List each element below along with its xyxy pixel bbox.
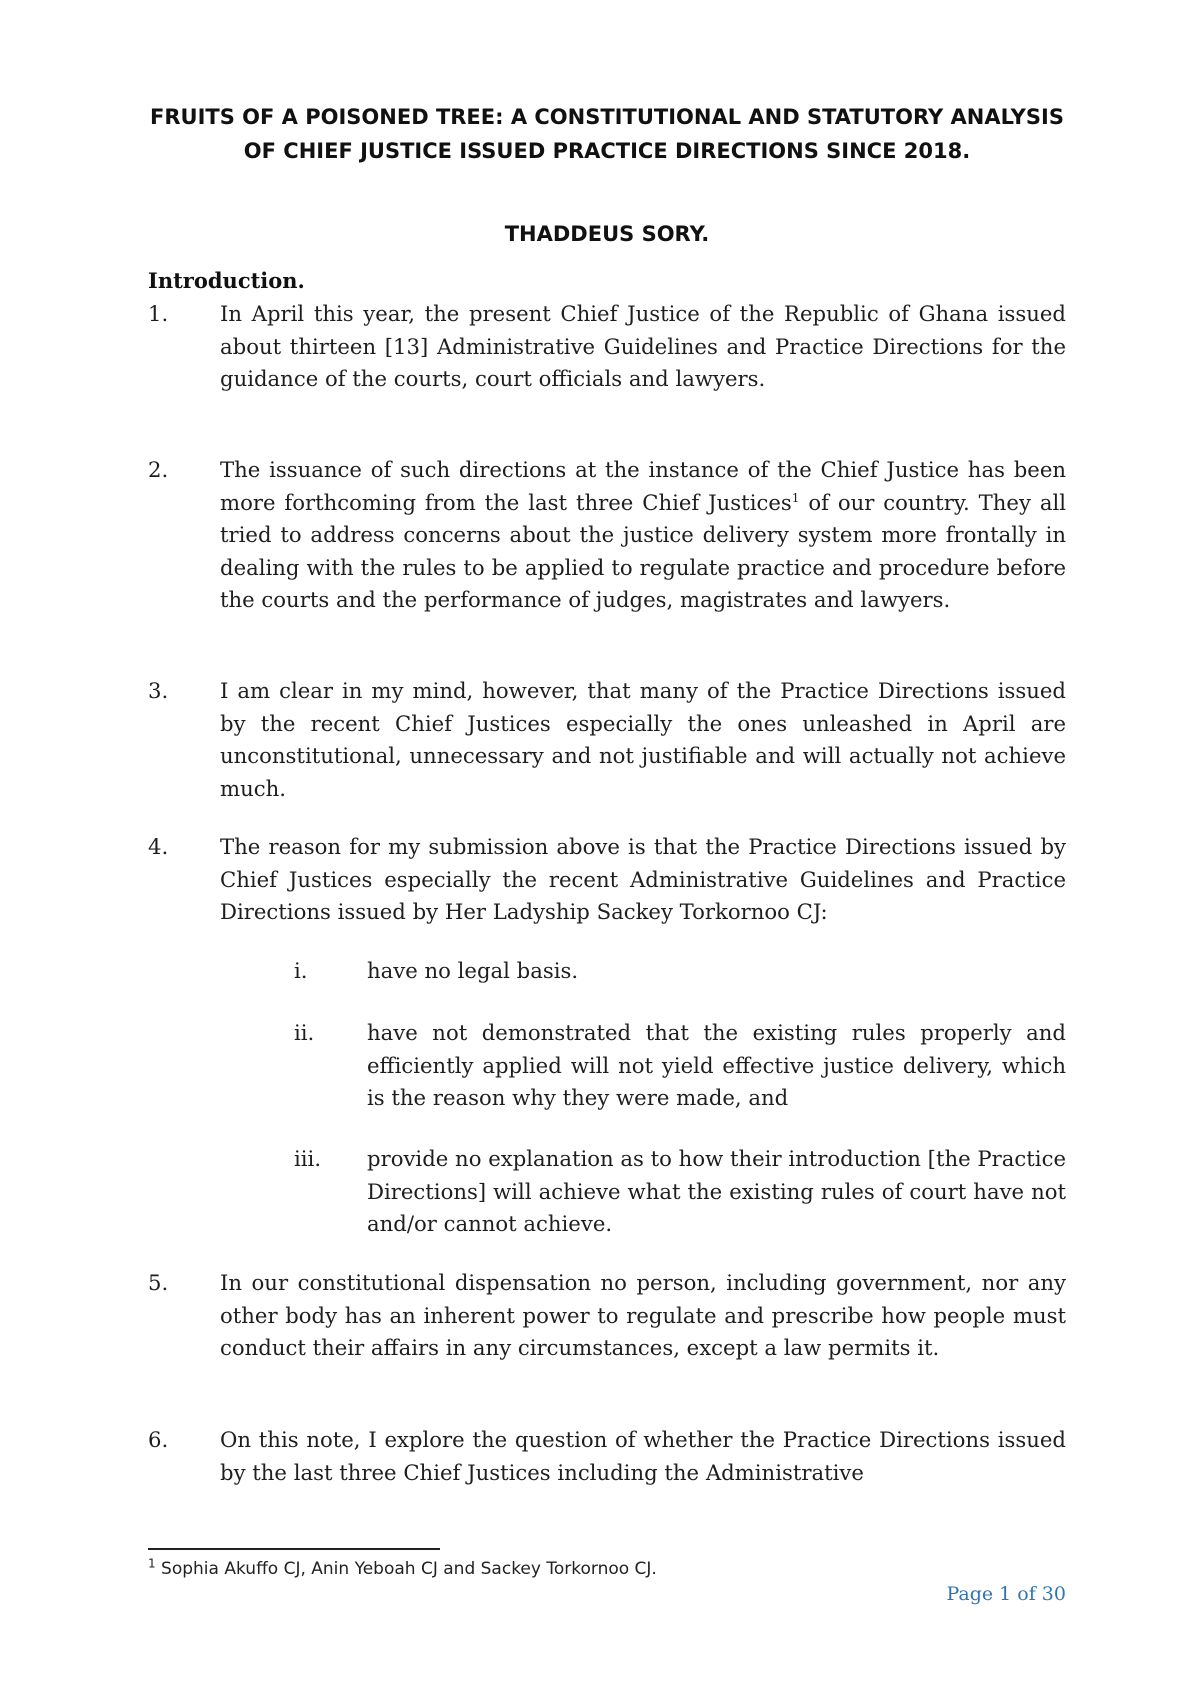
sub-item-text: have not demonstrated that the existing rules properly and efficiently applied will not yield effective justice delivery, which is the reason why they were made, and [367, 1020, 1066, 1111]
paragraph-1 [148, 298, 1066, 396]
document-title: FRUITS OF A POISONED TREE: A CONSTITUTIONAL AND STATUTORY ANALYSIS OF CHIEF JUSTICE ISSUED PRACTICE DIRECTIONS SINCE 2018. [150, 105, 1064, 163]
paragraph-text: The reason for my submission above is that the Practice Directions issued by Chief Justices especially the recent Administrative Guidelines and Practice Directions issued by Her Ladyship Sackey Torkornoo CJ: [220, 834, 1066, 925]
paragraph-6 [148, 1424, 1066, 1489]
section-heading: Introduction. [148, 268, 305, 293]
footnote-reference[interactable]: 1 [791, 490, 800, 505]
sub-item-number: ii. [294, 1020, 315, 1045]
paragraph-number: 1. [148, 301, 169, 326]
paragraph-3 [148, 675, 1066, 805]
sub-item-ii [294, 1017, 1066, 1115]
footnote-marker: 1 [148, 1556, 156, 1571]
sub-item-number: iii. [294, 1146, 322, 1171]
paragraph-text: I am clear in my mind, however, that many of the Practice Directions issued by the recent Chief Justices especially the ones unleashed in April are unconstitutional, unnecessary and not justifiable and will actually not achieve much. [220, 678, 1066, 801]
sub-item-i [294, 955, 1066, 988]
paragraph-4 [148, 831, 1066, 929]
sub-item-text: provide no explanation as to how their introduction [the Practice Directions] will achieve what the existing rules of court have not and/or cannot achieve. [367, 1146, 1066, 1237]
sub-item-text: have no legal basis. [367, 958, 579, 983]
document-author: THADDEUS SORY. [504, 222, 710, 246]
paragraph-2 [148, 454, 1066, 617]
paragraph-text [220, 454, 1066, 617]
footnote-1 [148, 1557, 657, 1581]
paragraph-text-part: The issuance of such directions at the instance of the Chief Justice has been more forthcoming from the last three Chief Justices [220, 457, 1066, 515]
paragraph-text: On this note, I explore the question of whether the Practice Directions issued by the last three Chief Justices including the Administrative [220, 1427, 1066, 1485]
paragraph-number: 3. [148, 678, 169, 703]
footnote-text: Sophia Akuffo CJ, Anin Yeboah CJ and Sackey Torkornoo CJ. [155, 1559, 657, 1579]
paragraph-number: 6. [148, 1427, 169, 1452]
paragraph-number: 2. [148, 457, 169, 482]
paragraph-number: 5. [148, 1270, 169, 1295]
paragraph-text: In our constitutional dispensation no person, including government, nor any other body has an inherent power to regulate and prescribe how people must conduct their affairs in any circumstances, except a law permits it. [220, 1270, 1066, 1361]
page-number: Page 1 of 30 [946, 1583, 1066, 1605]
paragraph-5 [148, 1267, 1066, 1365]
paragraph-text-part: of our country. They all tried to address concerns about the justice delivery system more frontally in dealing with the rules to be applied to regulate practice and procedure before the courts and the performance of judges, magistrates and lawyers. [220, 489, 1067, 613]
paragraph-number: 4. [148, 834, 169, 859]
sub-item-number: i. [294, 958, 308, 983]
footnote-divider [148, 1548, 440, 1550]
sub-item-iii [294, 1143, 1066, 1241]
paragraph-text: In April this year, the present Chief Justice of the Republic of Ghana issued about thirteen [13] Administrative Guidelines and Practice Directions for the guidance of the courts, court officials and lawyers. [220, 301, 1066, 392]
